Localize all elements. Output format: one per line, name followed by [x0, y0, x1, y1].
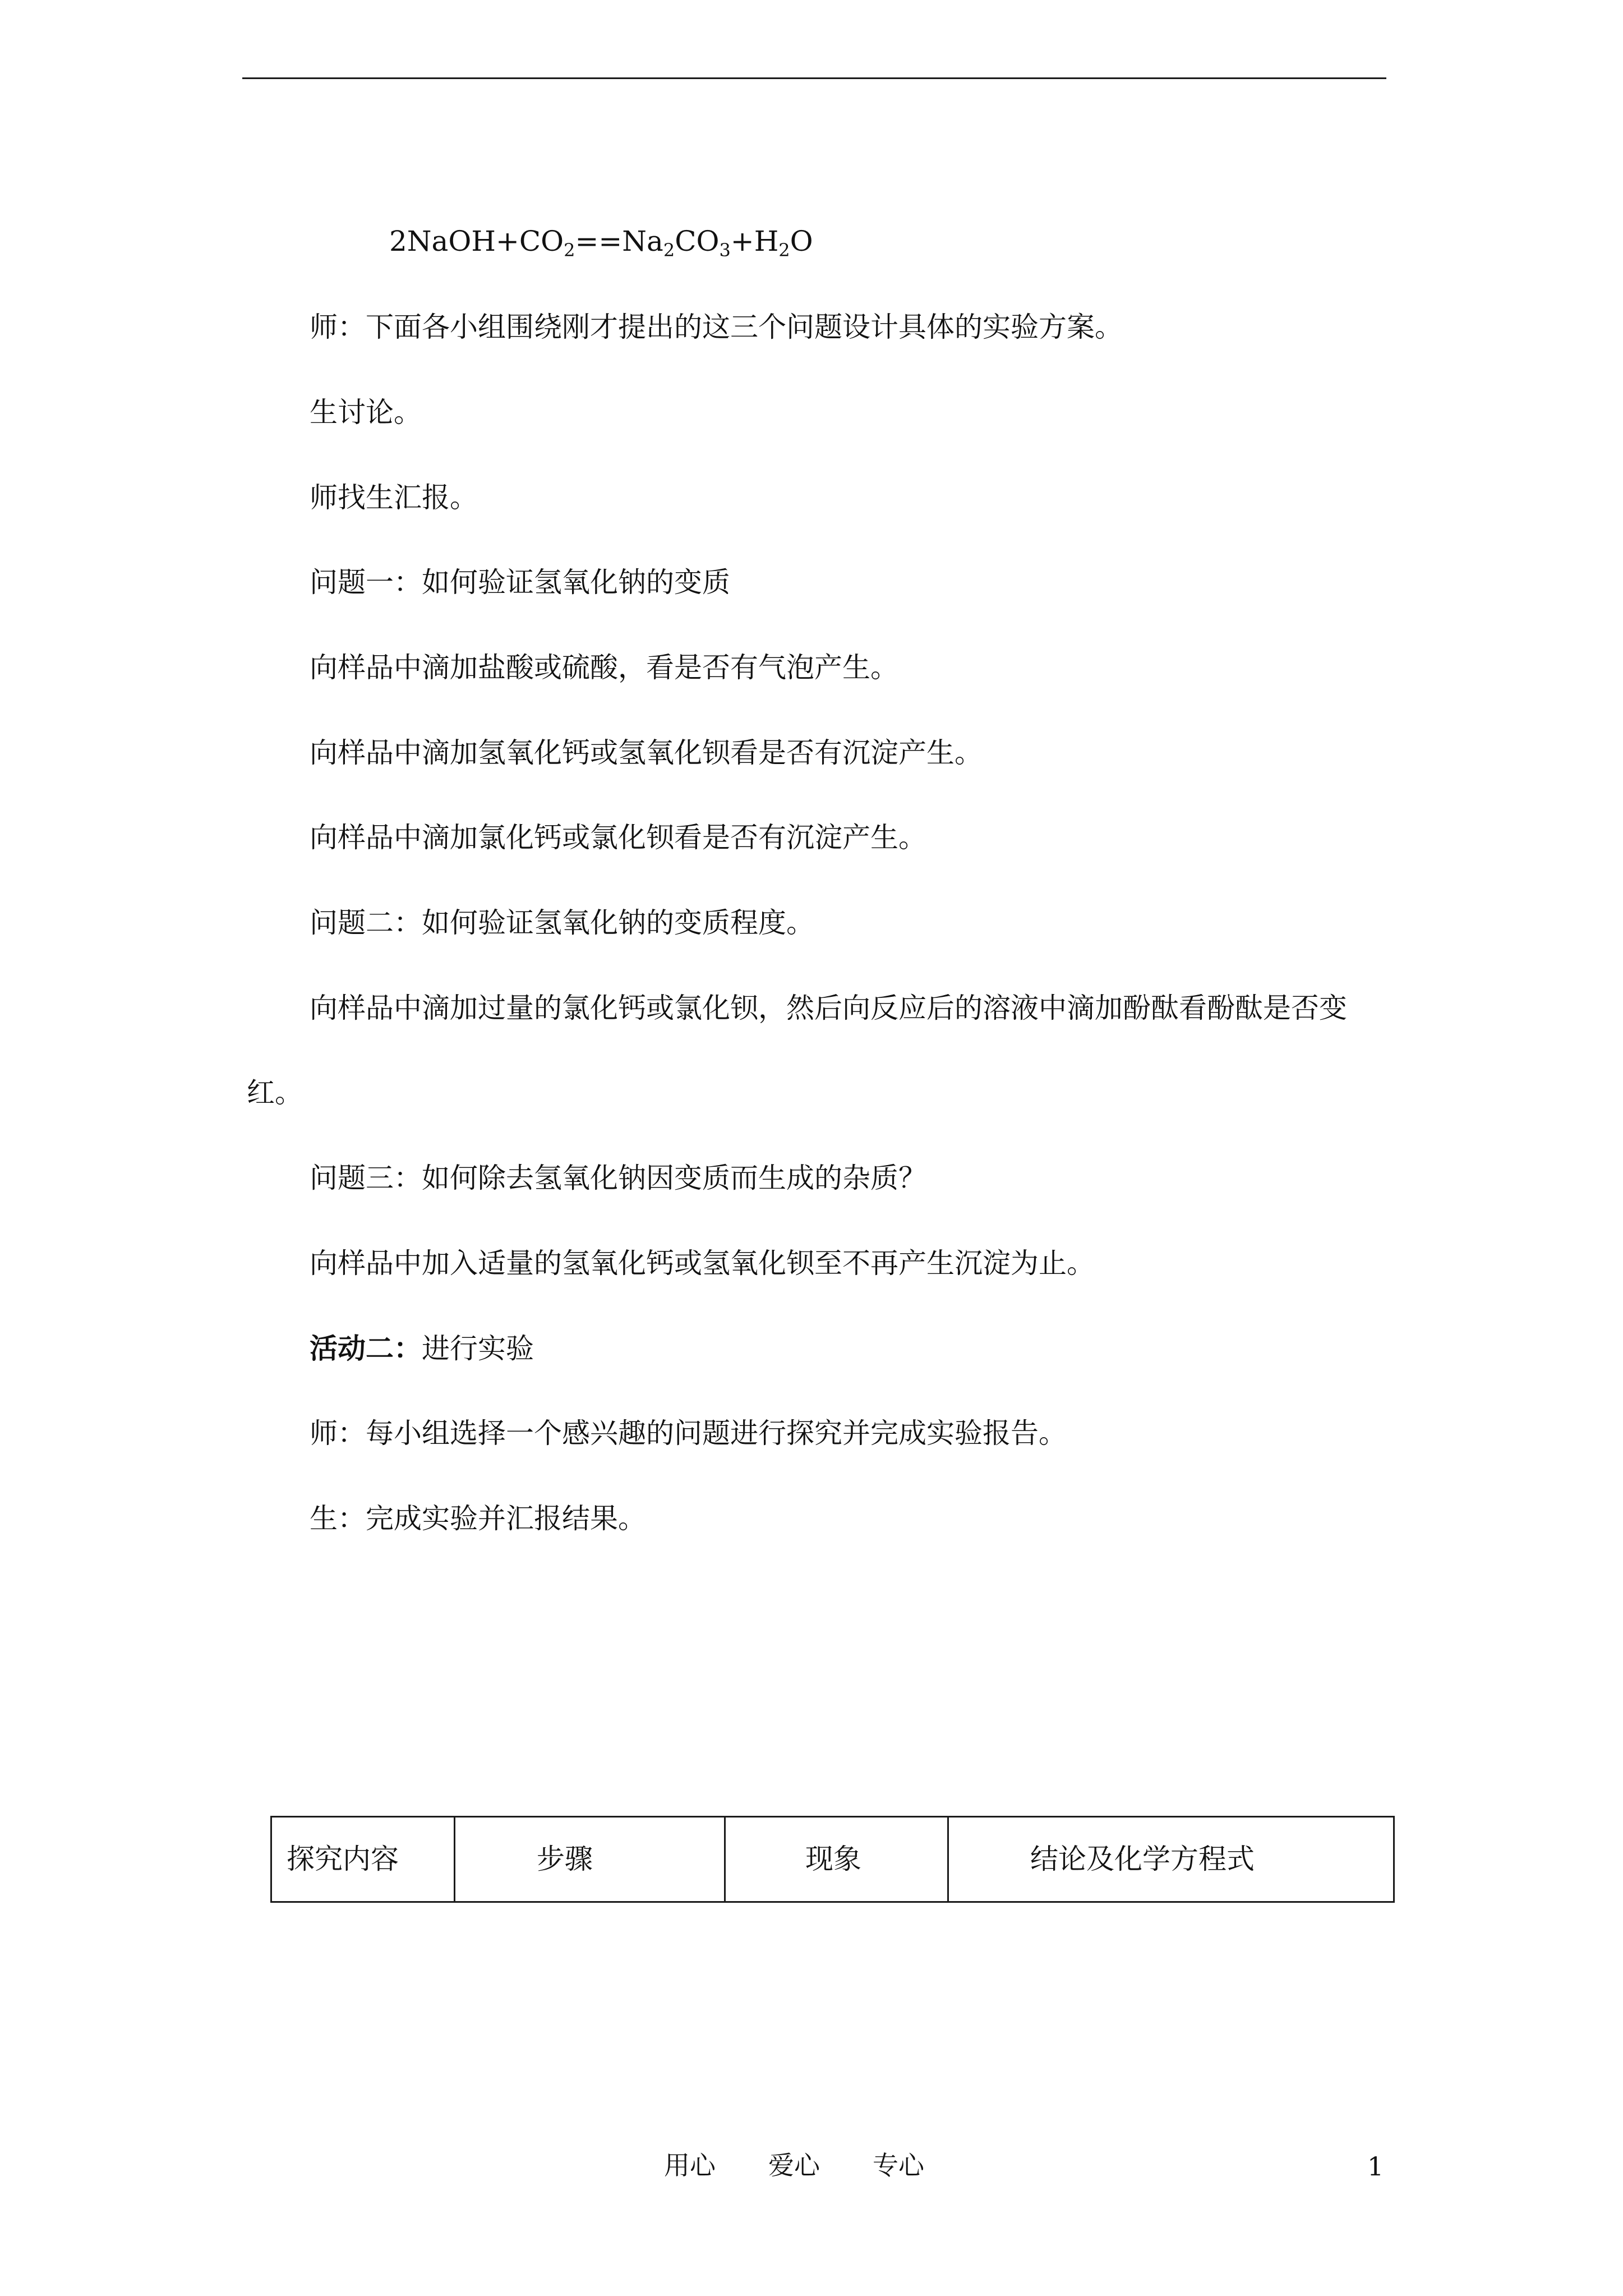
activity-two-label: 活动二：	[310, 1332, 422, 1365]
paragraph-teacher-report: 师找生汇报。	[310, 481, 478, 514]
question-two-heading: 问题二：如何验证氢氧化钠的变质程度。	[310, 907, 814, 939]
chemical-equation: $2NaOH+CO_2==Na_2CO_3+H_2O$	[389, 225, 813, 261]
footer-slogan-item: 专心	[873, 2150, 924, 2180]
footer-slogan-item: 爱心	[768, 2150, 820, 2180]
paragraph-student-discussion: 生讨论。	[310, 396, 422, 429]
question-one-heading: 问题一：如何验证氢氧化钠的变质	[310, 566, 730, 599]
paragraph-method-acid: 向样品中滴加盐酸或硫酸，看是否有气泡产生。	[310, 651, 898, 684]
paragraph-teacher-assignment: 师：每小组选择一个感兴趣的问题进行探究并完成实验报告。	[310, 1417, 1067, 1450]
table-header-phenomenon: 现象	[726, 1818, 949, 1901]
paragraph-teacher-instruction: 师：下面各小组围绕刚才提出的这三个问题设计具体的实验方案。	[310, 311, 1123, 343]
paragraph-method-phenolphthalein-cont: 红。	[247, 1076, 303, 1109]
activity-two-heading	[310, 1332, 534, 1365]
activity-two-title: 进行实验	[422, 1332, 534, 1365]
experiment-report-table	[270, 1816, 1395, 1903]
table-header-steps: 步骤	[455, 1818, 726, 1901]
paragraph-method-phenolphthalein: 向样品中滴加过量的氯化钙或氯化钡，然后向反应后的溶液中滴加酚酞看酚酞是否变	[310, 992, 1347, 1024]
table-header-conclusion: 结论及化学方程式	[1030, 1843, 1255, 1875]
footer-slogan-item: 用心	[664, 2150, 716, 2180]
paragraph-method-remove-impurity: 向样品中加入适量的氢氧化钙或氢氧化钡至不再产生沉淀为止。	[310, 1247, 1095, 1280]
paragraph-method-hydroxide: 向样品中滴加氢氧化钙或氢氧化钡看是否有沉淀产生。	[310, 737, 983, 769]
header-rule	[242, 77, 1386, 79]
footer-slogan	[664, 2150, 924, 2181]
paragraph-method-chloride: 向样品中滴加氯化钙或氯化钡看是否有沉淀产生。	[310, 821, 926, 854]
table-header-inquiry-content: 探究内容	[272, 1818, 455, 1901]
page-number: 1	[1367, 2151, 1384, 2182]
paragraph-student-complete: 生：完成实验并汇报结果。	[310, 1502, 646, 1535]
question-three-heading: 问题三：如何除去氢氧化钠因变质而生成的杂质？	[310, 1162, 926, 1194]
